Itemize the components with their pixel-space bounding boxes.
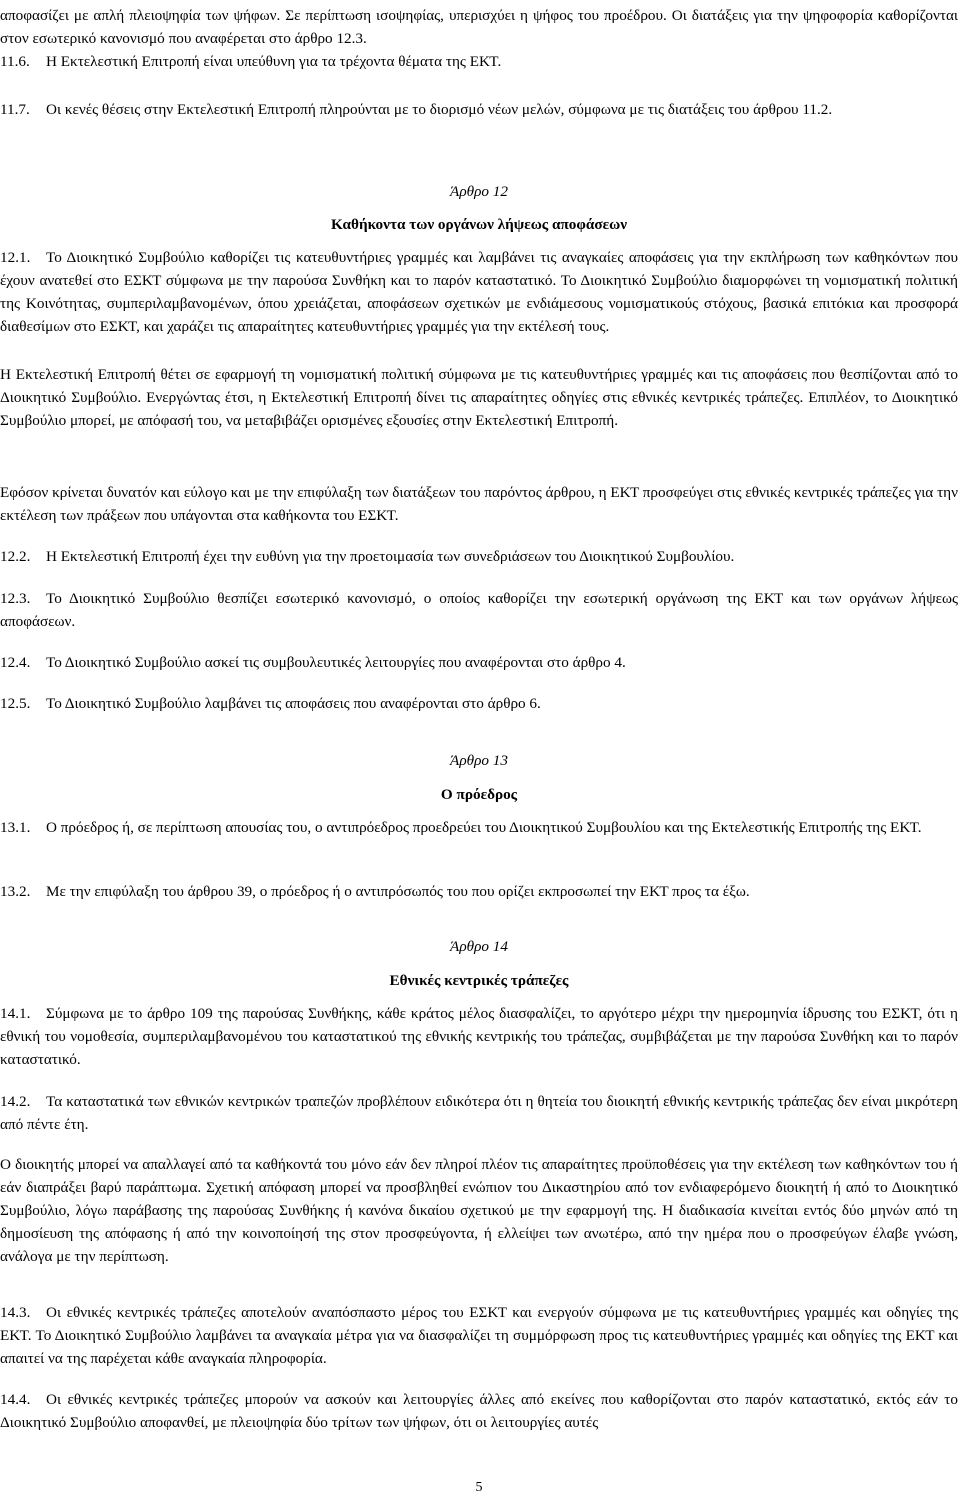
paragraph-13-1 (0, 816, 958, 839)
paragraph-11-6 (0, 50, 958, 73)
paragraph-number: 13.1. (0, 819, 31, 836)
paragraph-text: Σύμφωνα με το άρθρο 109 της παρούσας Συνθήκης, κάθε κράτος μέλος διασφαλίζει, το αργότερο μέχρι την ημερομηνία ίδρυσης του ΕΣΚΤ, ότι η εθνική του νομοθεσία, συμπεριλαμβανομένου του καταστατικού της εθνικής κεντρικής του τράπεζας, συμβιβάζεται με την παρούσα Συνθήκη και το παρόν καταστατικό. (0, 1005, 958, 1068)
paragraph-12-3 (0, 587, 958, 633)
paragraph-number: 14.1. (0, 1005, 31, 1022)
article-14-heading: Εθνικές κεντρικές τράπεζες (389, 972, 569, 989)
paragraph-text: Το Διοικητικό Συμβούλιο καθορίζει τις κατευθυντήριες γραμμές και λαμβάνει τις αναγκαίες αποφάσεις για την εκπλήρωση των καθηκόντων που έχουν ανατεθεί στο ΕΣΚΤ σύμφωνα με την παρούσα Συνθήκη και το παρόν καταστατικό. Το Διοικητικό Συμβούλιο διαμορφώνει τη νομισματική πολιτική της Κοινότητας, συμπεριλαμβανομένων, όπου χρειάζεται, αποφάσεων σχετικών με ενδιάμεσους νομισματικούς στόχους, βασικά επιτόκια και προσφορά διαθεσίμων στο ΕΣΚΤ, και χαράζει τις απαραίτητες κατευθυντήριες γραμμές για την εκτέλεσή τους. (0, 249, 958, 335)
paragraph-number: 12.5. (0, 695, 31, 712)
paragraph-text: Με την επιφύλαξη του άρθρου 39, ο πρόεδρος ή ο αντιπρόσωπός του που ορίζει εκπροσωπεί την ΕΚΤ προς τα έξω. (46, 883, 750, 900)
article-13-title: Άρθρο 13 (450, 752, 508, 769)
paragraph-12-1 (0, 246, 958, 338)
paragraph-number: 14.3. (0, 1304, 31, 1321)
article-13-heading: Ο πρόεδρος (440, 786, 518, 803)
paragraph-14-2-b: Ο διοικητής μπορεί να απαλλαγεί από τα καθήκοντά του μόνο εάν δεν πληροί πλέον τις απαραίτητες προϋποθέσεις για την εκτέλεση των καθηκόντων του ή εάν διαπράξει βαρύ παράπτωμα. Σχετική απόφαση μπορεί να προσβληθεί ενώπιον του Δικαστηρίου από τον ενδιαφερόμενο διοικητή ή από το Διοικητικό Συμβούλιο, λόγω παράβασης της παρούσας Συνθήκης ή κανόνα δικαίου σχετικού με την εφαρμογή της. Η διαδικασία κινείται εντός δύο μηνών από τη δημοσίευση της απόφασης ή από την κοινοποίησή της στον προσφεύγοντα, ή ελλείψει των ανωτέρω, από την ημέρα που ο προσφεύγων έλαβε γνώση, ανάλογα με την περίπτωση. (0, 1156, 958, 1265)
paragraph-12-1-c: Εφόσον κρίνεται δυνατόν και εύλογο και με την επιφύλαξη των διατάξεων του παρόντος άρθρου, η ΕΚΤ προσφεύγει στις εθνικές κεντρικές τράπεζες για την εκτέλεση των πράξεων που υπάγονται στα καθήκοντα του ΕΣΚΤ. (0, 484, 958, 524)
paragraph-text: Οι εθνικές κεντρικές τράπεζες μπορούν να ασκούν και λειτουργίες άλλες από εκείνες που καθορίζονται στο παρόν καταστατικό, εκτός εάν το Διοικητικό Συμβούλιο αποφανθεί, με πλειοψηφία δύο τρίτων των ψήφων, ότι οι λειτουργίες αυτές (0, 1391, 958, 1431)
paragraph-number: 14.4. (0, 1391, 31, 1408)
article-12-heading: Καθήκοντα των οργάνων λήψεως αποφάσεων (331, 216, 627, 233)
paragraph-text: Οι κενές θέσεις στην Εκτελεστική Επιτροπή πληρούνται με το διορισμό νέων μελών, σύμφωνα με τις διατάξεις του άρθρου 11.2. (46, 101, 833, 118)
paragraph-number: 12.4. (0, 654, 31, 671)
paragraph-number: 13.2. (0, 883, 31, 900)
paragraph-number: 12.1. (0, 249, 31, 266)
paragraph-14-1 (0, 1002, 958, 1071)
paragraph-12-5 (0, 692, 958, 715)
paragraph-number: 11.6. (0, 53, 30, 70)
paragraph-12-4 (0, 651, 958, 674)
paragraph-number: 11.7. (0, 101, 30, 118)
paragraph-14-4 (0, 1388, 958, 1434)
paragraph-text: Η Εκτελεστική Επιτροπή έχει την ευθύνη για την προετοιμασία των συνεδριάσεων του Διοικητικού Συμβουλίου. (46, 548, 735, 565)
paragraph-14-2 (0, 1090, 958, 1136)
paragraph-number: 12.3. (0, 590, 31, 607)
paragraph-text: Η Εκτελεστική Επιτροπή είναι υπεύθυνη για τα τρέχοντα θέματα της ΕΚΤ. (46, 53, 502, 70)
paragraph-text: Το Διοικητικό Συμβούλιο ασκεί τις συμβουλευτικές λειτουργίες που αναφέρονται στο άρθρο 4. (46, 654, 626, 671)
paragraph-number: 14.2. (0, 1093, 31, 1110)
paragraph-text: Το Διοικητικό Συμβούλιο θεσπίζει εσωτερικό κανονισμό, ο οποίος καθορίζει την εσωτερική οργάνωση της ΕΚΤ και των οργάνων λήψεως αποφάσεων. (0, 590, 958, 630)
paragraph-text: Οι εθνικές κεντρικές τράπεζες αποτελούν αναπόσπαστο μέρος του ΕΣΚΤ και ενεργούν σύμφωνα με τις κατευθυντήριες γραμμές και οδηγίες της ΕΚΤ. Το Διοικητικό Συμβούλιο λαμβάνει τα αναγκαία μέτρα για να διασφαλίζει τη συμμόρφωση προς τις κατευθυντήριες γραμμές και οδηγίες της ΕΚΤ και απαιτεί να της παρέχεται κάθε αναγκαία πληροφορία. (0, 1304, 958, 1367)
paragraph-14-3 (0, 1301, 958, 1370)
paragraph-number: 12.2. (0, 548, 31, 565)
paragraph-text: Τα καταστατικά των εθνικών κεντρικών τραπεζών προβλέπουν ειδικότερα ότι η θητεία του διοικητή εθνικής κεντρικής τράπεζας δεν είναι μικρότερη από πέντε έτη. (0, 1093, 958, 1133)
article-12-title: Άρθρο 12 (450, 183, 508, 200)
paragraph-12-1-b: Η Εκτελεστική Επιτροπή θέτει σε εφαρμογή τη νομισματική πολιτική σύμφωνα με τις κατευθυντήριες γραμμές και τις αποφάσεις που θεσπίζονται από το Διοικητικό Συμβούλιο. Ενεργώντας έτσι, η Εκτελεστική Επιτροπή δίνει τις απαραίτητες οδηγίες στις εθνικές κεντρικές τράπεζες. Επιπλέον, το Διοικητικό Συμβούλιο μπορεί, με απόφασή του, να μεταβιβάζει ορισμένες εξουσίες στην Εκτελεστική Επιτροπή. (0, 366, 958, 429)
paragraph-text: Το Διοικητικό Συμβούλιο λαμβάνει τις αποφάσεις που αναφέρονται στο άρθρο 6. (46, 695, 541, 712)
paragraph-text: Ο πρόεδρος ή, σε περίπτωση απουσίας του, ο αντιπρόεδρος προεδρεύει του Διοικητικού Συμβουλίου και της Εκτελεστικής Επιτροπής της ΕΚΤ. (46, 819, 922, 836)
paragraph-12-2 (0, 545, 958, 568)
article-14-title: Άρθρο 14 (450, 938, 508, 955)
paragraph-top: αποφασίζει με απλή πλειοψηφία των ψήφων. Σε περίπτωση ισοψηφίας, υπερισχύει η ψήφος του προέδρου. Οι διατάξεις για την ψηφοφορία καθορίζονται στον εσωτερικό κανονισμό που αναφέρεται στο άρθρο 12.3. (0, 7, 958, 47)
paragraph-11-7 (0, 98, 958, 121)
paragraph-13-2 (0, 880, 958, 903)
page-number: 5 (475, 1480, 483, 1495)
